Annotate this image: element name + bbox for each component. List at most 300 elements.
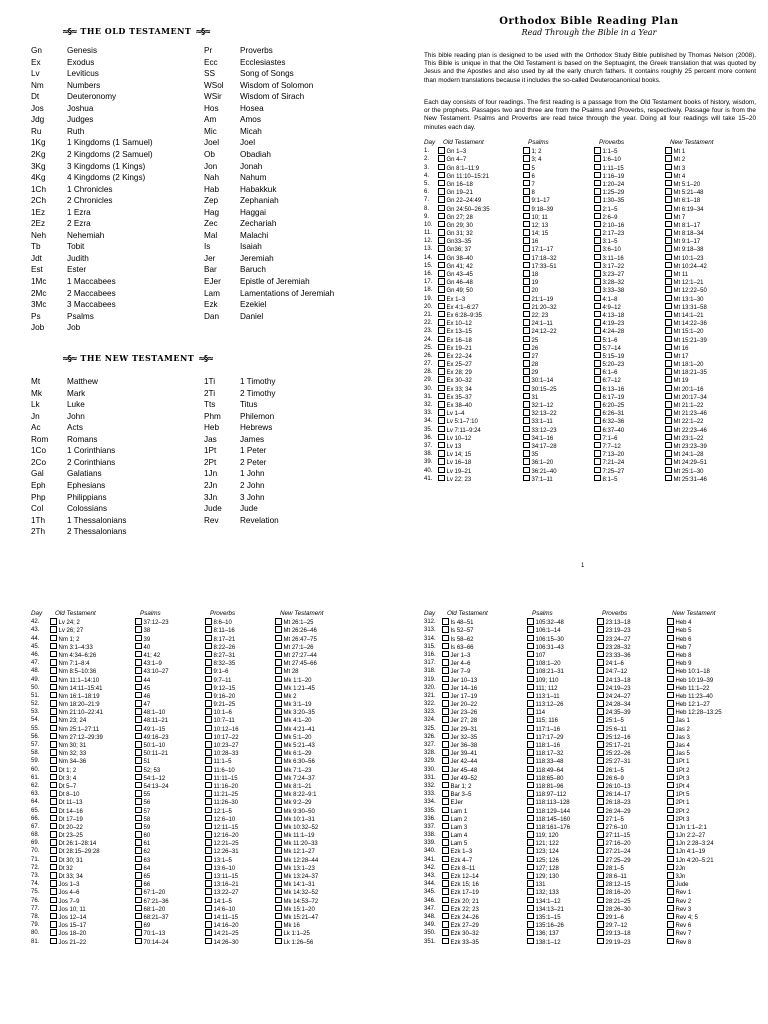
checkbox[interactable] bbox=[667, 905, 674, 912]
checkbox[interactable] bbox=[597, 815, 604, 822]
checkbox[interactable] bbox=[665, 213, 672, 220]
checkbox[interactable] bbox=[205, 708, 212, 715]
checkbox[interactable] bbox=[275, 733, 282, 740]
checkbox[interactable] bbox=[135, 847, 142, 854]
checkbox[interactable] bbox=[275, 667, 282, 674]
checkbox[interactable] bbox=[665, 458, 672, 465]
checkbox[interactable] bbox=[442, 676, 449, 683]
checkbox[interactable] bbox=[667, 684, 674, 691]
checkbox[interactable] bbox=[50, 831, 57, 838]
checkbox[interactable] bbox=[135, 905, 142, 912]
checkbox[interactable] bbox=[527, 749, 534, 756]
checkbox[interactable] bbox=[438, 164, 445, 171]
checkbox[interactable] bbox=[594, 393, 601, 400]
checkbox[interactable] bbox=[442, 880, 449, 887]
checkbox[interactable] bbox=[275, 864, 282, 871]
checkbox[interactable] bbox=[50, 938, 57, 945]
checkbox[interactable] bbox=[594, 401, 601, 408]
checkbox[interactable] bbox=[527, 716, 534, 723]
checkbox[interactable] bbox=[135, 782, 142, 789]
checkbox[interactable] bbox=[667, 847, 674, 854]
checkbox[interactable] bbox=[50, 897, 57, 904]
checkbox[interactable] bbox=[275, 676, 282, 683]
checkbox[interactable] bbox=[50, 856, 57, 863]
checkbox[interactable] bbox=[50, 659, 57, 666]
checkbox[interactable] bbox=[205, 684, 212, 691]
checkbox[interactable] bbox=[205, 921, 212, 928]
checkbox[interactable] bbox=[205, 913, 212, 920]
checkbox[interactable] bbox=[667, 700, 674, 707]
checkbox[interactable] bbox=[205, 807, 212, 814]
checkbox[interactable] bbox=[594, 262, 601, 269]
checkbox[interactable] bbox=[135, 856, 142, 863]
new-testament-reading-cell[interactable] bbox=[667, 938, 691, 947]
checkbox[interactable] bbox=[523, 450, 530, 457]
checkbox[interactable] bbox=[523, 262, 530, 269]
checkbox[interactable] bbox=[438, 450, 445, 457]
checkbox[interactable] bbox=[667, 864, 674, 871]
checkbox[interactable] bbox=[50, 929, 57, 936]
checkbox[interactable] bbox=[205, 905, 212, 912]
checkbox[interactable] bbox=[667, 831, 674, 838]
checkbox[interactable] bbox=[523, 229, 530, 236]
checkbox[interactable] bbox=[523, 409, 530, 416]
checkbox[interactable] bbox=[205, 790, 212, 797]
checkbox[interactable] bbox=[50, 708, 57, 715]
checkbox[interactable] bbox=[438, 262, 445, 269]
checkbox[interactable] bbox=[275, 643, 282, 650]
checkbox[interactable] bbox=[442, 741, 449, 748]
checkbox[interactable] bbox=[667, 626, 674, 633]
checkbox[interactable] bbox=[50, 815, 57, 822]
checkbox[interactable] bbox=[205, 700, 212, 707]
checkbox[interactable] bbox=[135, 921, 142, 928]
checkbox[interactable] bbox=[135, 725, 142, 732]
checkbox[interactable] bbox=[594, 311, 601, 318]
checkbox[interactable] bbox=[665, 442, 672, 449]
checkbox[interactable] bbox=[275, 749, 282, 756]
checkbox[interactable] bbox=[205, 618, 212, 625]
checkbox[interactable] bbox=[205, 741, 212, 748]
checkbox[interactable] bbox=[275, 635, 282, 642]
checkbox[interactable] bbox=[50, 716, 57, 723]
checkbox[interactable] bbox=[665, 467, 672, 474]
checkbox[interactable] bbox=[665, 311, 672, 318]
psalms-reading-cell[interactable] bbox=[135, 938, 169, 947]
checkbox[interactable] bbox=[442, 708, 449, 715]
checkbox[interactable] bbox=[597, 938, 604, 945]
checkbox[interactable] bbox=[667, 708, 674, 715]
checkbox[interactable] bbox=[527, 618, 534, 625]
checkbox[interactable] bbox=[442, 618, 449, 625]
checkbox[interactable] bbox=[135, 667, 142, 674]
checkbox[interactable] bbox=[275, 872, 282, 879]
old-testament-reading-cell[interactable] bbox=[438, 475, 471, 484]
checkbox[interactable] bbox=[135, 659, 142, 666]
checkbox[interactable] bbox=[523, 376, 530, 383]
checkbox[interactable] bbox=[665, 450, 672, 457]
checkbox[interactable] bbox=[527, 635, 534, 642]
checkbox[interactable] bbox=[667, 618, 674, 625]
checkbox[interactable] bbox=[275, 782, 282, 789]
checkbox[interactable] bbox=[594, 164, 601, 171]
checkbox[interactable] bbox=[594, 172, 601, 179]
checkbox[interactable] bbox=[667, 766, 674, 773]
checkbox[interactable] bbox=[50, 757, 57, 764]
checkbox[interactable] bbox=[665, 303, 672, 310]
checkbox[interactable] bbox=[523, 336, 530, 343]
checkbox[interactable] bbox=[527, 921, 534, 928]
checkbox[interactable] bbox=[135, 929, 142, 936]
checkbox[interactable] bbox=[597, 741, 604, 748]
checkbox[interactable] bbox=[597, 790, 604, 797]
checkbox[interactable] bbox=[523, 417, 530, 424]
checkbox[interactable] bbox=[527, 643, 534, 650]
checkbox[interactable] bbox=[275, 856, 282, 863]
checkbox[interactable] bbox=[438, 417, 445, 424]
checkbox[interactable] bbox=[523, 458, 530, 465]
checkbox[interactable] bbox=[594, 245, 601, 252]
checkbox[interactable] bbox=[442, 839, 449, 846]
checkbox[interactable] bbox=[597, 929, 604, 936]
checkbox[interactable] bbox=[275, 807, 282, 814]
checkbox[interactable] bbox=[667, 790, 674, 797]
checkbox[interactable] bbox=[275, 831, 282, 838]
checkbox[interactable] bbox=[275, 708, 282, 715]
checkbox[interactable] bbox=[594, 213, 601, 220]
checkbox[interactable] bbox=[597, 766, 604, 773]
checkbox[interactable] bbox=[438, 360, 445, 367]
checkbox[interactable] bbox=[205, 823, 212, 830]
checkbox[interactable] bbox=[597, 782, 604, 789]
checkbox[interactable] bbox=[594, 360, 601, 367]
checkbox[interactable] bbox=[523, 196, 530, 203]
checkbox[interactable] bbox=[50, 643, 57, 650]
checkbox[interactable] bbox=[665, 221, 672, 228]
checkbox[interactable] bbox=[523, 295, 530, 302]
checkbox[interactable] bbox=[597, 913, 604, 920]
checkbox[interactable] bbox=[597, 749, 604, 756]
checkbox[interactable] bbox=[135, 798, 142, 805]
checkbox[interactable] bbox=[205, 839, 212, 846]
checkbox[interactable] bbox=[442, 856, 449, 863]
checkbox[interactable] bbox=[527, 708, 534, 715]
checkbox[interactable] bbox=[205, 798, 212, 805]
checkbox[interactable] bbox=[438, 245, 445, 252]
checkbox[interactable] bbox=[438, 303, 445, 310]
checkbox[interactable] bbox=[667, 921, 674, 928]
checkbox[interactable] bbox=[205, 733, 212, 740]
checkbox[interactable] bbox=[205, 929, 212, 936]
proverbs-reading-cell[interactable] bbox=[205, 938, 239, 947]
checkbox[interactable] bbox=[667, 807, 674, 814]
checkbox[interactable] bbox=[597, 659, 604, 666]
checkbox[interactable] bbox=[135, 938, 142, 945]
old-testament-reading-cell[interactable] bbox=[442, 938, 479, 947]
checkbox[interactable] bbox=[442, 823, 449, 830]
checkbox[interactable] bbox=[523, 155, 530, 162]
checkbox[interactable] bbox=[527, 626, 534, 633]
checkbox[interactable] bbox=[597, 864, 604, 871]
checkbox[interactable] bbox=[665, 180, 672, 187]
checkbox[interactable] bbox=[667, 823, 674, 830]
checkbox[interactable] bbox=[438, 213, 445, 220]
checkbox[interactable] bbox=[667, 733, 674, 740]
checkbox[interactable] bbox=[597, 651, 604, 658]
checkbox[interactable] bbox=[275, 913, 282, 920]
checkbox[interactable] bbox=[275, 897, 282, 904]
checkbox[interactable] bbox=[594, 278, 601, 285]
checkbox[interactable] bbox=[442, 659, 449, 666]
checkbox[interactable] bbox=[665, 368, 672, 375]
checkbox[interactable] bbox=[50, 864, 57, 871]
checkbox[interactable] bbox=[527, 700, 534, 707]
checkbox[interactable] bbox=[597, 667, 604, 674]
checkbox[interactable] bbox=[275, 618, 282, 625]
checkbox[interactable] bbox=[594, 327, 601, 334]
checkbox[interactable] bbox=[594, 450, 601, 457]
checkbox[interactable] bbox=[442, 847, 449, 854]
checkbox[interactable] bbox=[275, 790, 282, 797]
checkbox[interactable] bbox=[438, 172, 445, 179]
checkbox[interactable] bbox=[523, 442, 530, 449]
checkbox[interactable] bbox=[527, 766, 534, 773]
checkbox[interactable] bbox=[50, 635, 57, 642]
checkbox[interactable] bbox=[667, 815, 674, 822]
checkbox[interactable] bbox=[527, 880, 534, 887]
checkbox[interactable] bbox=[438, 385, 445, 392]
checkbox[interactable] bbox=[597, 716, 604, 723]
checkbox[interactable] bbox=[523, 205, 530, 212]
checkbox[interactable] bbox=[527, 807, 534, 814]
checkbox[interactable] bbox=[527, 847, 534, 854]
checkbox[interactable] bbox=[205, 643, 212, 650]
checkbox[interactable] bbox=[205, 872, 212, 879]
checkbox[interactable] bbox=[205, 880, 212, 887]
checkbox[interactable] bbox=[438, 393, 445, 400]
checkbox[interactable] bbox=[523, 188, 530, 195]
checkbox[interactable] bbox=[597, 708, 604, 715]
checkbox[interactable] bbox=[665, 417, 672, 424]
checkbox[interactable] bbox=[438, 254, 445, 261]
checkbox[interactable] bbox=[594, 417, 601, 424]
checkbox[interactable] bbox=[438, 221, 445, 228]
checkbox[interactable] bbox=[135, 815, 142, 822]
checkbox[interactable] bbox=[275, 823, 282, 830]
checkbox[interactable] bbox=[597, 880, 604, 887]
checkbox[interactable] bbox=[442, 905, 449, 912]
checkbox[interactable] bbox=[523, 385, 530, 392]
checkbox[interactable] bbox=[275, 725, 282, 732]
checkbox[interactable] bbox=[665, 196, 672, 203]
checkbox[interactable] bbox=[523, 368, 530, 375]
checkbox[interactable] bbox=[135, 839, 142, 846]
checkbox[interactable] bbox=[523, 164, 530, 171]
checkbox[interactable] bbox=[527, 938, 534, 945]
checkbox[interactable] bbox=[205, 635, 212, 642]
checkbox[interactable] bbox=[527, 815, 534, 822]
checkbox[interactable] bbox=[442, 716, 449, 723]
checkbox[interactable] bbox=[665, 164, 672, 171]
checkbox[interactable] bbox=[665, 475, 672, 482]
checkbox[interactable] bbox=[135, 790, 142, 797]
checkbox[interactable] bbox=[205, 864, 212, 871]
checkbox[interactable] bbox=[597, 888, 604, 895]
checkbox[interactable] bbox=[594, 319, 601, 326]
checkbox[interactable] bbox=[205, 897, 212, 904]
checkbox[interactable] bbox=[275, 905, 282, 912]
checkbox[interactable] bbox=[527, 798, 534, 805]
checkbox[interactable] bbox=[523, 303, 530, 310]
checkbox[interactable] bbox=[205, 831, 212, 838]
checkbox[interactable] bbox=[527, 725, 534, 732]
checkbox[interactable] bbox=[667, 667, 674, 674]
checkbox[interactable] bbox=[275, 757, 282, 764]
checkbox[interactable] bbox=[527, 659, 534, 666]
checkbox[interactable] bbox=[442, 774, 449, 781]
checkbox[interactable] bbox=[597, 733, 604, 740]
checkbox[interactable] bbox=[135, 823, 142, 830]
checkbox[interactable] bbox=[442, 929, 449, 936]
new-testament-reading-cell[interactable] bbox=[665, 475, 707, 484]
checkbox[interactable] bbox=[442, 831, 449, 838]
checkbox[interactable] bbox=[438, 344, 445, 351]
checkbox[interactable] bbox=[50, 847, 57, 854]
checkbox[interactable] bbox=[665, 409, 672, 416]
checkbox[interactable] bbox=[205, 782, 212, 789]
checkbox[interactable] bbox=[665, 319, 672, 326]
checkbox[interactable] bbox=[442, 807, 449, 814]
checkbox[interactable] bbox=[597, 684, 604, 691]
checkbox[interactable] bbox=[667, 635, 674, 642]
checkbox[interactable] bbox=[438, 352, 445, 359]
checkbox[interactable] bbox=[135, 626, 142, 633]
checkbox[interactable] bbox=[667, 897, 674, 904]
checkbox[interactable] bbox=[597, 831, 604, 838]
checkbox[interactable] bbox=[442, 815, 449, 822]
checkbox[interactable] bbox=[442, 766, 449, 773]
checkbox[interactable] bbox=[594, 237, 601, 244]
checkbox[interactable] bbox=[667, 725, 674, 732]
checkbox[interactable] bbox=[442, 798, 449, 805]
checkbox[interactable] bbox=[597, 626, 604, 633]
checkbox[interactable] bbox=[665, 237, 672, 244]
checkbox[interactable] bbox=[527, 651, 534, 658]
checkbox[interactable] bbox=[665, 360, 672, 367]
checkbox[interactable] bbox=[594, 205, 601, 212]
checkbox[interactable] bbox=[442, 643, 449, 650]
checkbox[interactable] bbox=[665, 155, 672, 162]
checkbox[interactable] bbox=[50, 700, 57, 707]
checkbox[interactable] bbox=[527, 897, 534, 904]
checkbox[interactable] bbox=[523, 270, 530, 277]
checkbox[interactable] bbox=[667, 913, 674, 920]
checkbox[interactable] bbox=[50, 733, 57, 740]
checkbox[interactable] bbox=[527, 676, 534, 683]
checkbox[interactable] bbox=[205, 651, 212, 658]
checkbox[interactable] bbox=[50, 626, 57, 633]
checkbox[interactable] bbox=[665, 254, 672, 261]
checkbox[interactable] bbox=[667, 774, 674, 781]
checkbox[interactable] bbox=[275, 651, 282, 658]
checkbox[interactable] bbox=[665, 262, 672, 269]
checkbox[interactable] bbox=[594, 385, 601, 392]
checkbox[interactable] bbox=[135, 643, 142, 650]
checkbox[interactable] bbox=[135, 897, 142, 904]
checkbox[interactable] bbox=[50, 725, 57, 732]
checkbox[interactable] bbox=[527, 782, 534, 789]
checkbox[interactable] bbox=[523, 393, 530, 400]
checkbox[interactable] bbox=[594, 458, 601, 465]
checkbox[interactable] bbox=[438, 278, 445, 285]
checkbox[interactable] bbox=[442, 913, 449, 920]
checkbox[interactable] bbox=[527, 823, 534, 830]
checkbox[interactable] bbox=[527, 790, 534, 797]
checkbox[interactable] bbox=[275, 929, 282, 936]
checkbox[interactable] bbox=[205, 847, 212, 854]
checkbox[interactable] bbox=[527, 733, 534, 740]
checkbox[interactable] bbox=[438, 327, 445, 334]
checkbox[interactable] bbox=[667, 659, 674, 666]
checkbox[interactable] bbox=[50, 782, 57, 789]
checkbox[interactable] bbox=[665, 426, 672, 433]
checkbox[interactable] bbox=[594, 344, 601, 351]
checkbox[interactable] bbox=[594, 286, 601, 293]
checkbox[interactable] bbox=[135, 708, 142, 715]
checkbox[interactable] bbox=[442, 725, 449, 732]
checkbox[interactable] bbox=[527, 929, 534, 936]
checkbox[interactable] bbox=[275, 700, 282, 707]
checkbox[interactable] bbox=[135, 774, 142, 781]
checkbox[interactable] bbox=[665, 336, 672, 343]
checkbox[interactable] bbox=[275, 716, 282, 723]
checkbox[interactable] bbox=[597, 798, 604, 805]
checkbox[interactable] bbox=[135, 651, 142, 658]
checkbox[interactable] bbox=[275, 659, 282, 666]
checkbox[interactable] bbox=[442, 864, 449, 871]
checkbox[interactable] bbox=[665, 295, 672, 302]
checkbox[interactable] bbox=[438, 368, 445, 375]
checkbox[interactable] bbox=[50, 888, 57, 895]
checkbox[interactable] bbox=[665, 327, 672, 334]
checkbox[interactable] bbox=[523, 311, 530, 318]
checkbox[interactable] bbox=[665, 188, 672, 195]
checkbox[interactable] bbox=[275, 847, 282, 854]
checkbox[interactable] bbox=[442, 872, 449, 879]
checkbox[interactable] bbox=[665, 147, 672, 154]
psalms-reading-cell[interactable] bbox=[527, 938, 561, 947]
checkbox[interactable] bbox=[50, 692, 57, 699]
checkbox[interactable] bbox=[50, 823, 57, 830]
checkbox[interactable] bbox=[597, 676, 604, 683]
checkbox[interactable] bbox=[50, 749, 57, 756]
checkbox[interactable] bbox=[50, 798, 57, 805]
checkbox[interactable] bbox=[205, 815, 212, 822]
checkbox[interactable] bbox=[135, 757, 142, 764]
checkbox[interactable] bbox=[438, 286, 445, 293]
checkbox[interactable] bbox=[135, 684, 142, 691]
checkbox[interactable] bbox=[50, 790, 57, 797]
checkbox[interactable] bbox=[442, 651, 449, 658]
checkbox[interactable] bbox=[438, 409, 445, 416]
checkbox[interactable] bbox=[438, 237, 445, 244]
checkbox[interactable] bbox=[597, 643, 604, 650]
checkbox[interactable] bbox=[665, 352, 672, 359]
proverbs-reading-cell[interactable] bbox=[597, 938, 631, 947]
checkbox[interactable] bbox=[597, 847, 604, 854]
checkbox[interactable] bbox=[665, 245, 672, 252]
checkbox[interactable] bbox=[597, 692, 604, 699]
